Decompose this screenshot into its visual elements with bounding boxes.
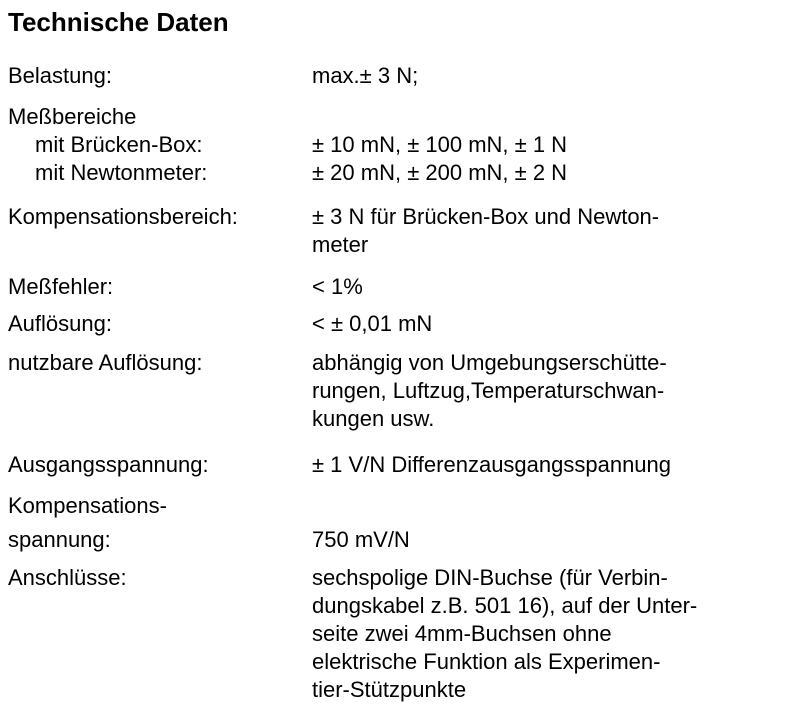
spec-subvalue-newtonmeter: ± 20 mN, ± 200 mN, ± 2 N <box>312 160 568 185</box>
spec-value-line: meter <box>312 232 369 257</box>
spec-label-line: spannung: <box>8 527 111 552</box>
spec-label-line: Kompensations- <box>8 493 167 518</box>
spec-value: < 1% <box>312 274 363 299</box>
spec-label: Meßfehler: <box>8 274 114 299</box>
spec-value: 750 mV/N <box>312 527 410 552</box>
page-title: Technische Daten <box>8 7 229 37</box>
spec-label: Ausgangsspannung: <box>8 452 209 477</box>
spec-sublabel-bruecken-box: mit Brücken-Box: <box>35 132 203 157</box>
spec-value: < ± 0,01 mN <box>312 311 433 336</box>
spec-value: max.± 3 N; <box>312 63 419 88</box>
spec-value-line: elektrische Funktion als Experimen- <box>312 649 661 674</box>
spec-value-line: dungskabel z.B. 501 16), auf der Unter- <box>312 593 698 618</box>
spec-label: Kompensationsbereich: <box>8 204 238 229</box>
spec-subvalue-bruecken-box: ± 10 mN, ± 100 mN, ± 1 N <box>312 132 568 157</box>
spec-label: Anschlüsse: <box>8 565 127 590</box>
spec-sublabel-newtonmeter: mit Newtonmeter: <box>35 160 208 185</box>
spec-value-line: tier-Stützpunkte <box>312 677 467 702</box>
spec-value-line: rungen, Luftzug,Temperaturschwan- <box>312 378 665 403</box>
spec-label: Meßbereiche <box>8 104 137 129</box>
spec-value-line: abhängig von Umgebungserschütte- <box>312 350 667 375</box>
spec-value-line: kungen usw. <box>312 406 435 431</box>
spec-value: ± 1 V/N Differenzausgangsspannung <box>312 452 672 477</box>
spec-value-line: sechspolige DIN-Buchse (für Verbin- <box>312 565 668 590</box>
spec-value-line: ± 3 N für Brücken-Box und Newton- <box>312 204 660 229</box>
spec-label: nutzbare Auflösung: <box>8 350 203 375</box>
spec-value-line: seite zwei 4mm-Buchsen ohne <box>312 621 612 646</box>
spec-label: Auflösung: <box>8 311 112 336</box>
spec-label: Belastung: <box>8 63 112 88</box>
